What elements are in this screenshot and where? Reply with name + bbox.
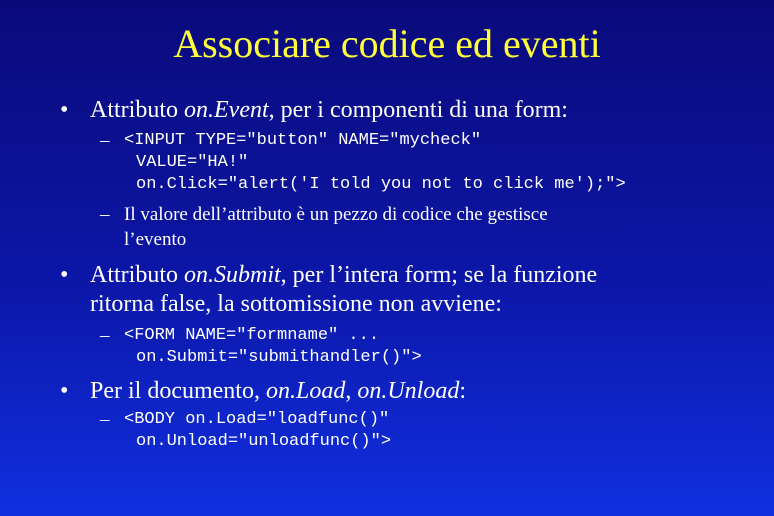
bullet-dot: •	[60, 262, 69, 288]
code-line: on.Click="alert('I told you not to click me');">	[136, 175, 626, 194]
sub-dash: –	[100, 130, 110, 151]
code-line: on.Submit="submithandler()">	[136, 348, 422, 367]
bullet-text	[90, 96, 730, 124]
bullet-text-post: , per l’intera form; se la funzione	[280, 262, 598, 288]
code-line: <FORM NAME="formname" ...	[124, 326, 380, 345]
bullet-text-mid: ,	[345, 378, 358, 404]
code-line: on.Unload="unloadfunc()">	[136, 432, 392, 451]
sub-dash: –	[100, 204, 110, 225]
sub-dash: –	[100, 325, 110, 346]
bullet-text	[90, 377, 730, 405]
bullet-text-pre: Attributo	[90, 262, 184, 288]
bullet-text-emphasis: on.Event	[184, 97, 269, 123]
sub-note-line: l’evento	[124, 229, 187, 250]
bullet-text-pre: Per il documento,	[90, 378, 266, 404]
sub-note-line: Il valore dell’attributo è un pezzo di codice che gestisce	[124, 204, 548, 225]
code-line: <INPUT TYPE="button" NAME="mycheck"	[124, 131, 482, 150]
code-body-example	[100, 409, 392, 497]
bullet-text-post: , per i componenti di una form:	[268, 97, 568, 123]
slide-title: Associare codice ed eventi	[173, 21, 601, 66]
bullet-text	[90, 261, 730, 289]
bullet-text-line2: ritorna false, la sottomissione non avviene:	[90, 291, 502, 317]
bullet-text-post: :	[459, 378, 466, 404]
bullet-text-emphasis: on.Submit	[184, 262, 281, 288]
bullet-text-emphasis: on.Unload	[357, 378, 460, 404]
bullet-dot: •	[60, 97, 69, 123]
sub-dash: –	[100, 409, 110, 430]
code-line: VALUE="HA!"	[136, 153, 249, 172]
bullet-text-emphasis: on.Load	[265, 378, 346, 404]
bullet-dot: •	[60, 378, 69, 404]
code-line: <BODY on.Load="loadfunc()"	[124, 410, 390, 429]
bullet-text-pre: Attributo	[90, 97, 184, 123]
